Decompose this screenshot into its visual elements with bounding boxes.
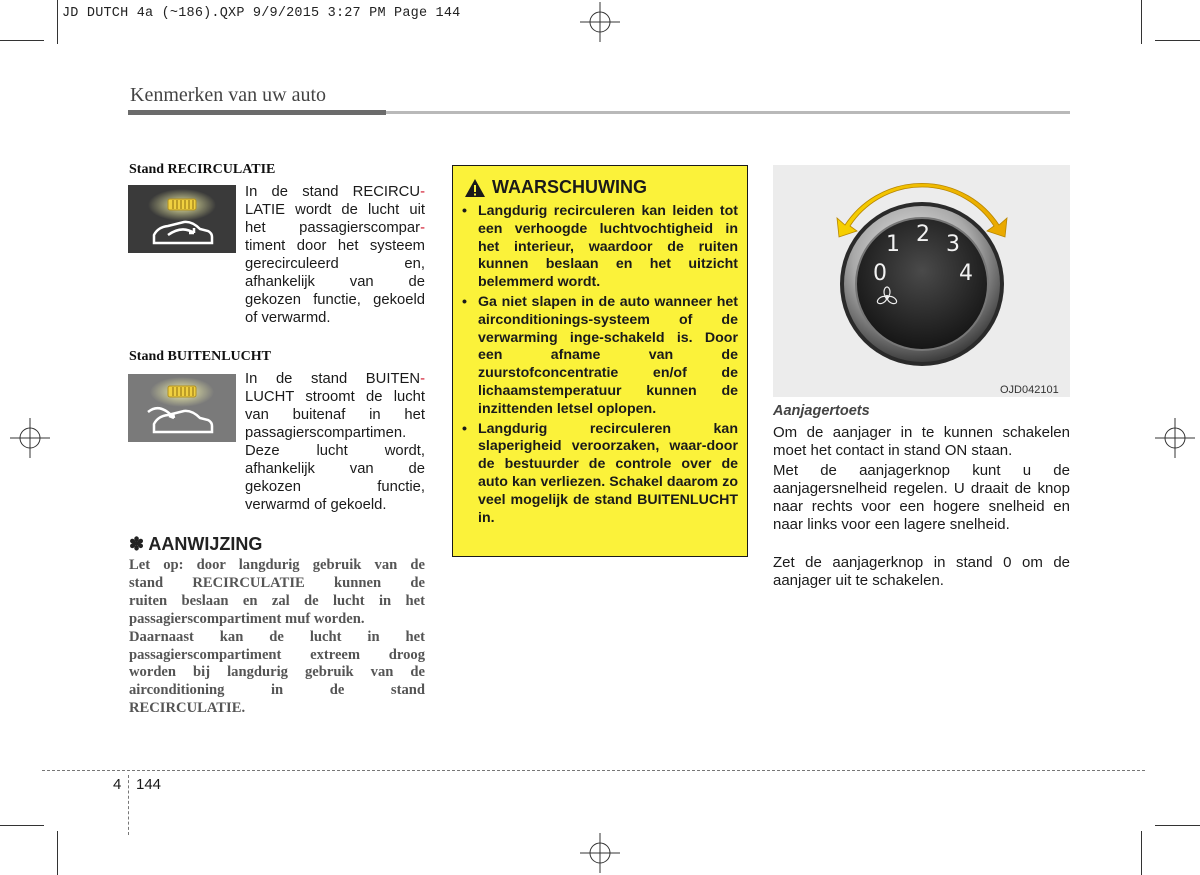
hyphen-mark: - bbox=[420, 184, 425, 200]
page-title: Kenmerken van uw auto bbox=[130, 84, 327, 106]
footer-vertical-divider bbox=[128, 775, 129, 835]
text-line: Let op: door langdurig gebruik van de bbox=[129, 557, 425, 573]
text-line: Deze lucht wordt, bbox=[245, 443, 425, 459]
recirculation-heading: Stand RECIRCULATIE bbox=[129, 162, 276, 177]
text-line: het passagierscompar- bbox=[245, 220, 425, 236]
hyphen-mark: - bbox=[420, 220, 425, 236]
text-line: passagierscompartiment extreem droog bbox=[129, 646, 425, 663]
text-line: of verwarmd. bbox=[245, 310, 331, 326]
text-line: afhankelijk van de bbox=[245, 461, 425, 477]
warning-heading bbox=[464, 177, 647, 198]
knob-label-2: 2 bbox=[916, 222, 930, 247]
text-line: ruiten beslaan en zal de lucht in het bbox=[129, 592, 425, 609]
warning-title: WAARSCHUWING bbox=[492, 177, 647, 197]
footer-divider bbox=[42, 770, 1145, 771]
figure-caption: Aanjagertoets bbox=[773, 403, 870, 419]
fan-text-paragraph-2: Met de aanjagerknop kunt u de aanjagersnelheid regelen. U draait de knop naar rechts voor een hogere snelheid en naar links voor een lagere snelheid. bbox=[773, 462, 1070, 533]
note-heading: ✽ AANWIJZING bbox=[129, 534, 263, 554]
text-line: Daarnaast kan de lucht in het bbox=[129, 628, 425, 645]
crop-mark bbox=[0, 40, 44, 41]
text-line: In de stand BUITEN- bbox=[245, 371, 425, 387]
knob-label-1: 1 bbox=[886, 232, 900, 257]
knob-label-3: 3 bbox=[946, 232, 960, 257]
page-number: 144 bbox=[136, 776, 162, 793]
crop-mark bbox=[1155, 40, 1200, 41]
knob-label-4: 4 bbox=[959, 261, 973, 286]
text-line: gerecirculeerd en, bbox=[245, 256, 425, 272]
warning-triangle-icon bbox=[464, 178, 486, 198]
crop-mark bbox=[0, 825, 44, 826]
text-line: LATIE wordt de lucht uit bbox=[245, 202, 425, 218]
warning-item: • Langdurig recirculeren kan slaperigheid veroorzaken, waar-door de bestuurder de controle over de auto kan verliezen. Schakel daarom zo veel mogelijk de stand BUITENLUCHT in. bbox=[462, 421, 738, 528]
text-line: RECIRCULATIE. bbox=[129, 700, 246, 717]
fan-text-paragraph-1: Om de aanjager in te kunnen schakelen moet het contact in stand ON staan. bbox=[773, 424, 1070, 459]
fan-knob-illustration bbox=[773, 165, 1070, 397]
crop-register-mark-icon bbox=[1155, 418, 1195, 458]
crop-mark bbox=[1155, 825, 1200, 826]
text-line: worden bij langdurig gebruik van de bbox=[129, 664, 425, 681]
warning-item: • Ga niet slapen in de auto wanneer het airconditionings-systeem of de verwarming inge-schakeld is. Door een afname van de zuurstofconcentratie en/of de lichaamstemperatuur kunnen de inzittenden letsel oplopen. bbox=[462, 294, 738, 419]
warning-item: • Langdurig recirculeren kan leiden tot een verhoogde luchtvochtigheid in het interieur, waardoor de ruiten kunnen beslaan en het uitzicht belemmerd wordt. bbox=[462, 203, 738, 292]
crop-mark bbox=[57, 0, 58, 44]
crop-mark bbox=[1141, 0, 1142, 44]
outside-air-button-image bbox=[128, 374, 236, 442]
text-line: passagierscompartimen. bbox=[245, 425, 407, 441]
text-line: verwarmd of gekoeld. bbox=[245, 497, 387, 513]
recirculation-car-icon bbox=[128, 185, 236, 253]
crop-register-mark-icon bbox=[580, 833, 620, 873]
text-line: timent door het systeem bbox=[245, 238, 425, 254]
text-line: airconditioning in de stand bbox=[129, 682, 425, 699]
outside-air-car-icon bbox=[128, 374, 236, 442]
note-text bbox=[129, 557, 425, 718]
text-line: gekozen functie, gekoeld bbox=[245, 292, 425, 308]
text-line: van buitenaf in het bbox=[245, 407, 425, 423]
crop-register-mark-icon bbox=[10, 418, 50, 458]
text-line: stand RECIRCULATIE kunnen de bbox=[129, 574, 425, 591]
fan-text-paragraph-3: Zet de aanjagerknop in stand 0 om de aanjager uit te schakelen. bbox=[773, 554, 1070, 589]
recirculation-text bbox=[245, 183, 425, 327]
chapter-number: 4 bbox=[113, 776, 122, 793]
knob-label-0: 0 bbox=[873, 261, 887, 286]
crop-register-mark-icon bbox=[580, 2, 620, 42]
fan-knob-figure bbox=[773, 165, 1070, 397]
crop-mark bbox=[1141, 831, 1142, 875]
text-line: LUCHT stroomt de lucht bbox=[245, 389, 425, 405]
figure-code: OJD042101 bbox=[1000, 384, 1059, 396]
outside-air-text bbox=[245, 370, 425, 514]
print-slug: JD DUTCH 4a (~186).QXP 9/9/2015 3:27 PM Page 144 bbox=[62, 6, 461, 21]
outside-air-heading: Stand BUITENLUCHT bbox=[129, 349, 271, 364]
recirculation-button-image bbox=[128, 185, 236, 253]
header-divider-accent bbox=[128, 110, 386, 115]
warning-list bbox=[462, 203, 738, 529]
text-line: In de stand RECIRCU- bbox=[245, 184, 425, 200]
text-line: afhankelijk van de bbox=[245, 274, 425, 290]
crop-mark bbox=[57, 831, 58, 875]
text-line: gekozen functie, bbox=[245, 479, 425, 495]
text-line: passagierscompartiment muf worden. bbox=[129, 610, 365, 627]
hyphen-mark: - bbox=[420, 371, 425, 387]
